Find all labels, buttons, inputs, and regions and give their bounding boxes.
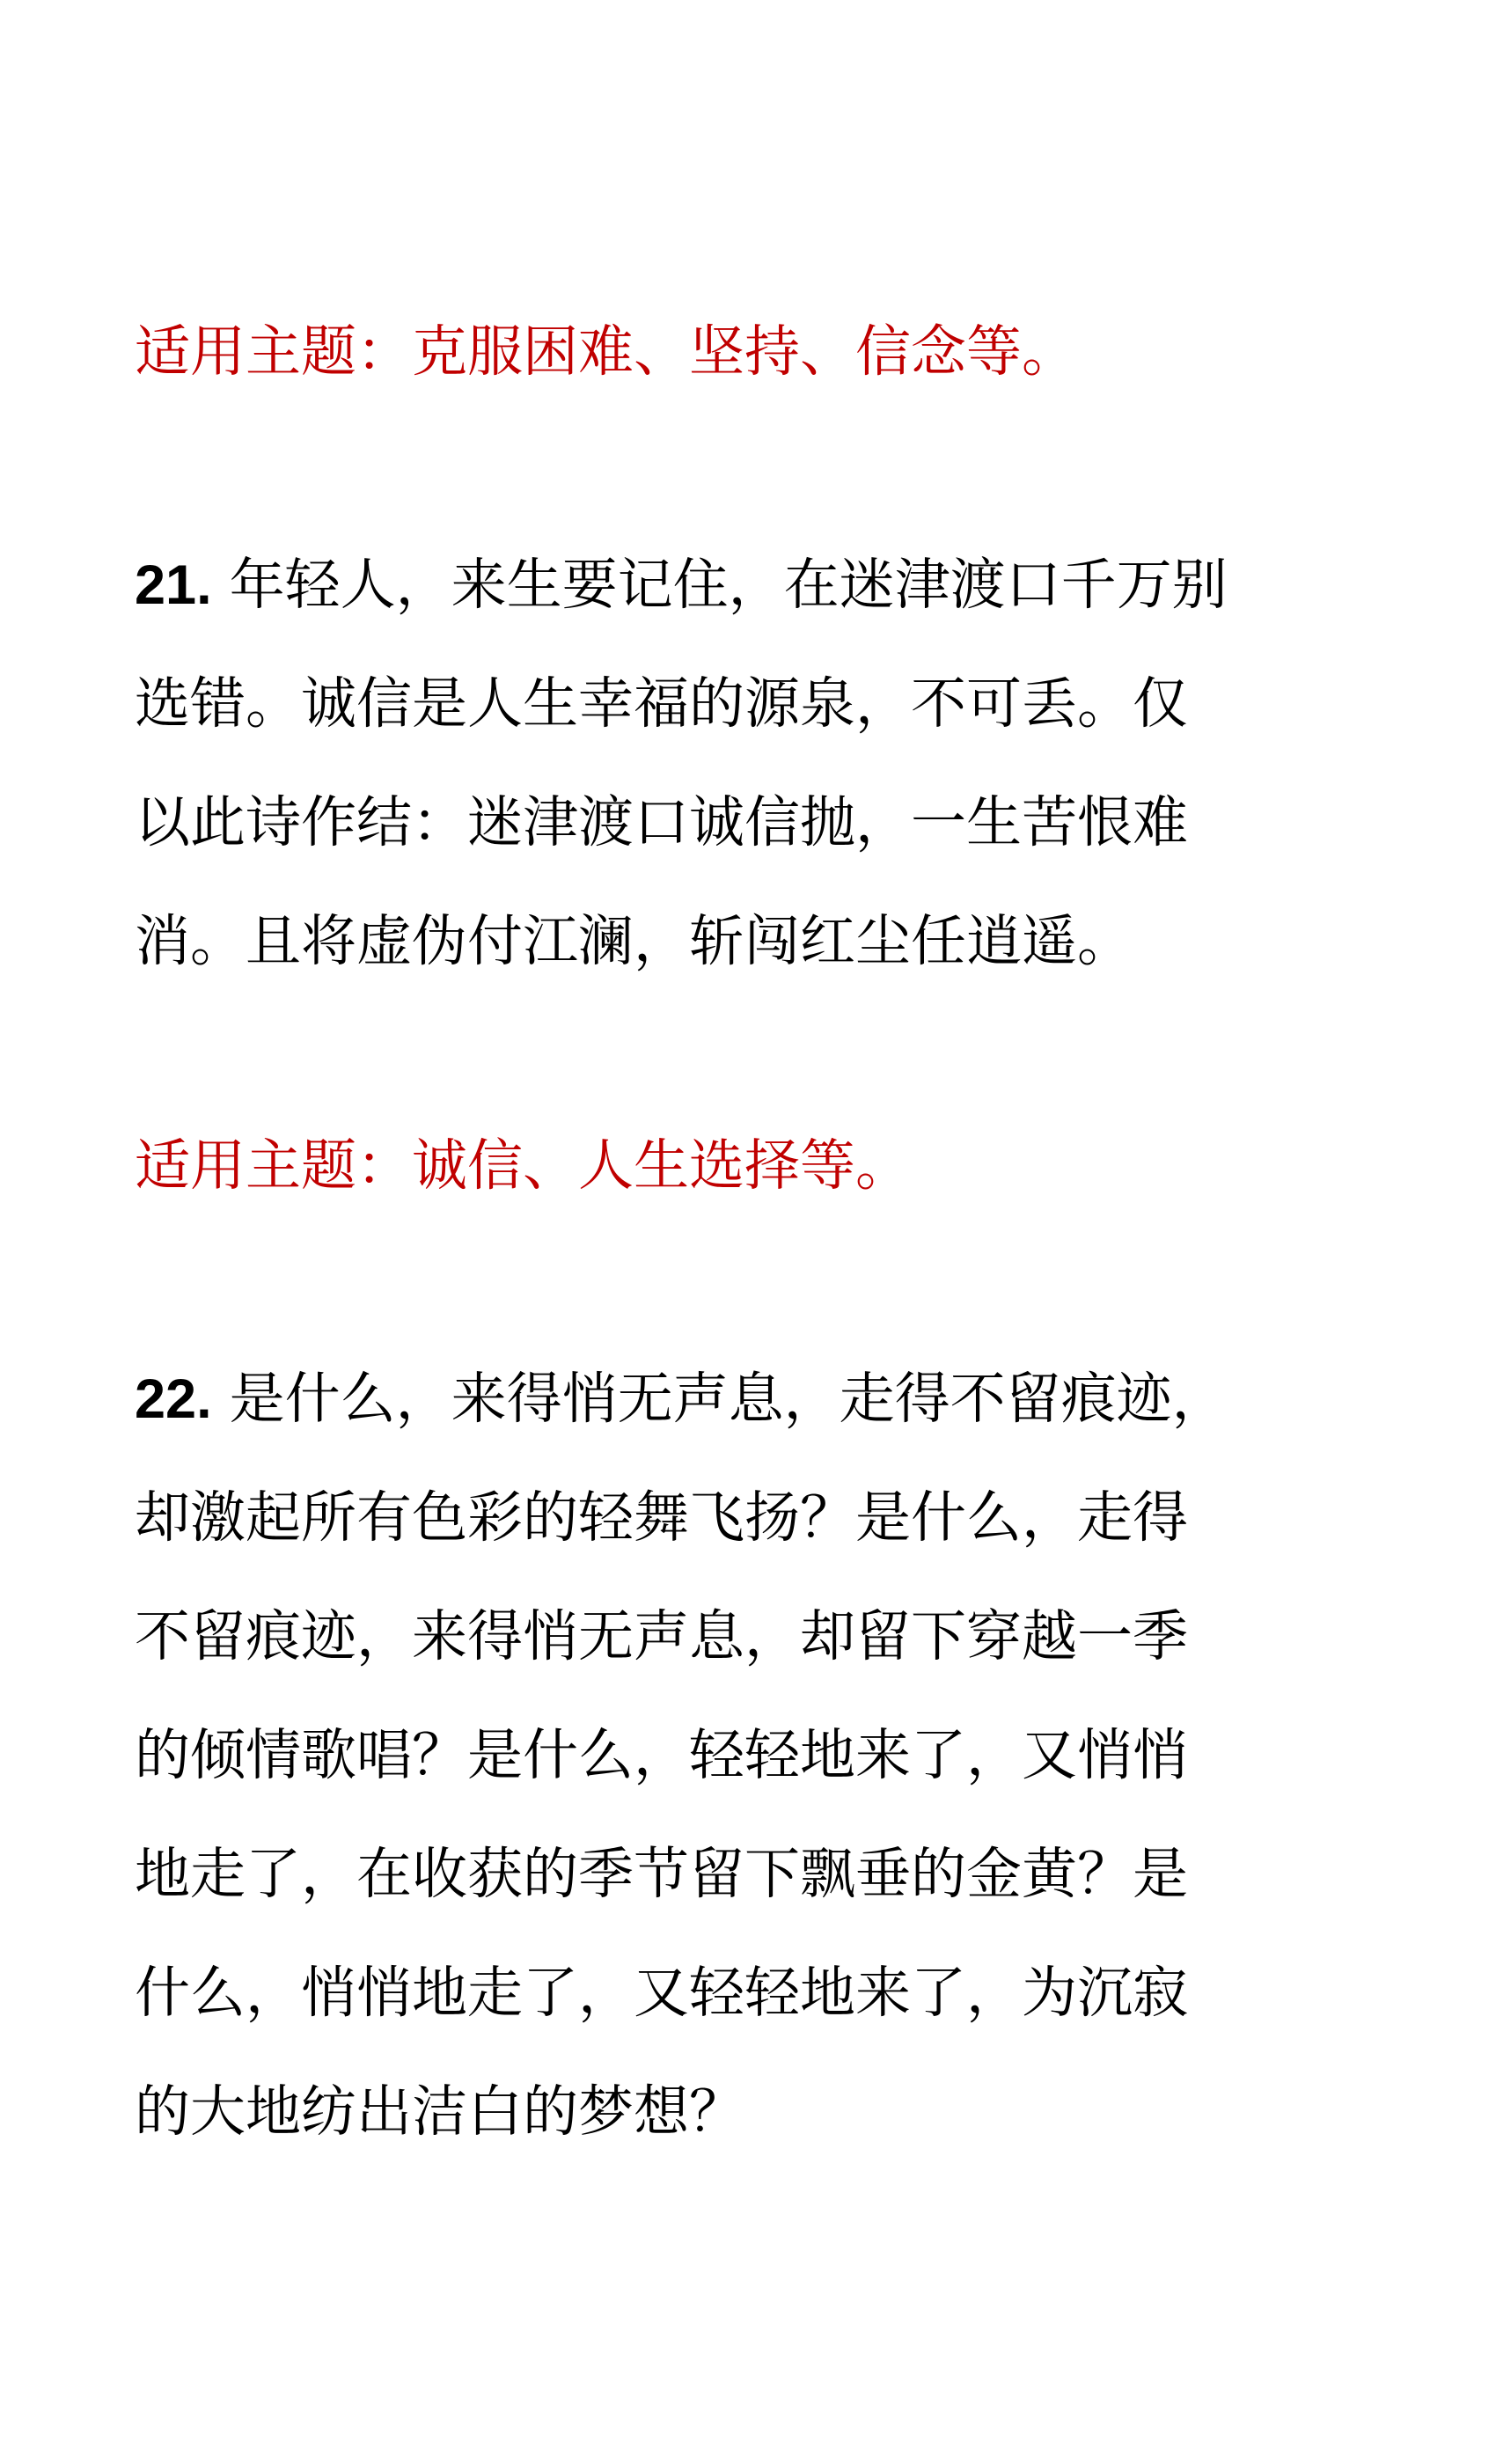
theme-line-2: 适用主题：诚信、人生选择等。 bbox=[135, 1133, 911, 1198]
item-number-22: 22. bbox=[135, 1368, 212, 1430]
theme-line-1: 适用主题：克服困难、坚持、信念等。 bbox=[135, 319, 1077, 384]
item-21-line-2: 选错。诚信是人生幸福的源泉，不可丢。仅 bbox=[135, 671, 1188, 736]
item-22-line-3: 不留痕迹，来得悄无声息，却留下穿越一季 bbox=[135, 1604, 1188, 1668]
item-number-21: 21. bbox=[135, 554, 212, 616]
item-22-line-2: 却激起所有色彩的轻舞飞扬？是什么，走得 bbox=[135, 1485, 1188, 1550]
item-22-line-4: 的倾情歌唱？是什么，轻轻地来了，又悄悄 bbox=[135, 1723, 1188, 1787]
item-22-line-6: 什么，悄悄地走了，又轻轻地来了，为沉寂 bbox=[135, 1961, 1188, 2025]
item-22-line-5: 地走了，在收获的季节留下飘垂的金黄？是 bbox=[135, 1842, 1188, 1906]
item-21-text-1: 年轻人，来生要记住，在迷津渡口千万别 bbox=[229, 553, 1228, 617]
item-21-line-3: 以此诗作结：迷津渡口诚信抛，一生苦恨难 bbox=[135, 790, 1188, 854]
item-21-line-4: 消。且将虚伪付江澜，斩闯红尘任逍遥。 bbox=[135, 909, 1133, 973]
item-22-text-1: 是什么，来得悄无声息，走得不留痕迹， bbox=[229, 1367, 1228, 1431]
item-21-line-1 bbox=[135, 550, 1375, 620]
item-22-line-1 bbox=[135, 1364, 1375, 1434]
item-22-line-7: 的大地纺出洁白的梦想？ bbox=[135, 2079, 744, 2144]
